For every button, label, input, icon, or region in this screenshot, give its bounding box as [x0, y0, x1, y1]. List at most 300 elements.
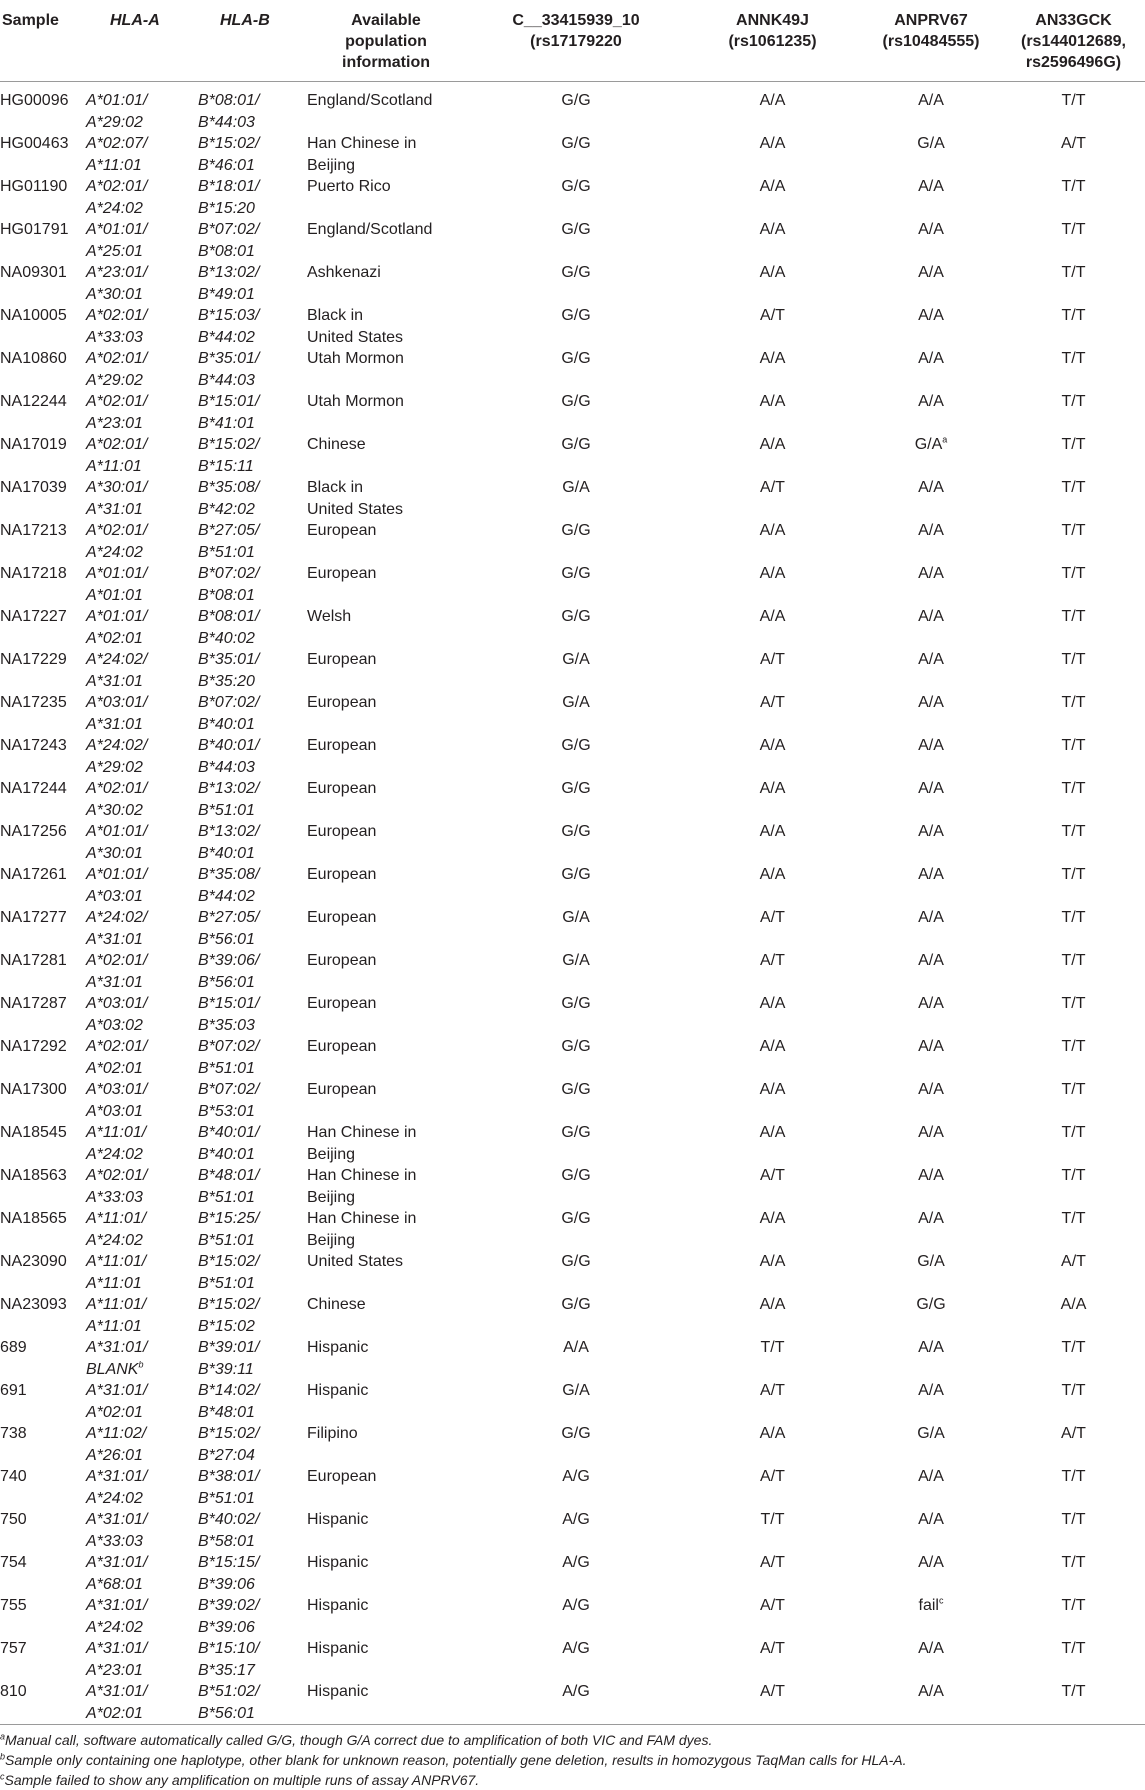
- population-line: European: [307, 694, 377, 711]
- hla-a-allele: A*24:02/: [86, 737, 148, 754]
- hla-a-allele: A*30:01/: [86, 479, 148, 496]
- hla-a-cell: [86, 1337, 198, 1380]
- genotype-anprv67-value: A/A: [918, 178, 944, 195]
- genotype-anprv67-value: A/A: [918, 694, 944, 711]
- population-line: England/Scotland: [307, 92, 433, 109]
- genotype-c33415939-cell: G/G: [561, 1425, 591, 1442]
- hla-a-allele-value: A*31:01: [86, 500, 143, 518]
- genotype-anprv67-value: A/A: [918, 780, 944, 797]
- population-line: European: [307, 995, 377, 1012]
- footnote: [0, 1770, 1145, 1790]
- hla-a-allele: A*24:02/: [86, 909, 148, 926]
- table-row: [0, 864, 1145, 907]
- hla-a-cell: [86, 1681, 198, 1724]
- genotype-c33415939-cell: G/G: [561, 522, 591, 539]
- genotype-an33gck-cell: T/T: [1061, 393, 1086, 410]
- genotype-c33415939-cell: G/G: [561, 1124, 591, 1141]
- genotype-anprv67-value: A/A: [918, 479, 944, 496]
- table-row: [0, 520, 1145, 563]
- hla-b-allele: B*08:01/: [198, 608, 260, 625]
- hla-b-allele: B*27:05/: [198, 909, 260, 926]
- genotype-annk49j-cell: A/T: [760, 1382, 785, 1399]
- population-cell: [305, 176, 467, 219]
- genotype-anprv67-cell: [860, 219, 1002, 262]
- hla-a-cell: [86, 1294, 198, 1337]
- hla-b-allele: B*15:11: [198, 457, 254, 475]
- population-cell: [305, 907, 467, 950]
- hla-a-allele: [86, 456, 196, 478]
- sample-id-cell: NA17261: [0, 866, 67, 883]
- sample-id-cell: NA12244: [0, 393, 67, 410]
- hla-b-allele: B*35:01/: [198, 350, 260, 367]
- hla-a-allele: A*02:01/: [86, 952, 148, 969]
- genotype-anprv67-value: A/A: [918, 565, 944, 582]
- hla-b-allele: B*39:11: [198, 1360, 254, 1378]
- hla-a-allele: [86, 1445, 196, 1467]
- hla-b-allele: B*39:01/: [198, 1339, 260, 1356]
- header-population-line: population: [345, 33, 427, 50]
- footnote: [0, 1730, 1145, 1750]
- hla-b-allele: B*58:01: [198, 1532, 255, 1550]
- header-population-line: Available: [351, 12, 421, 29]
- genotype-an33gck-cell: T/T: [1061, 1382, 1086, 1399]
- genotype-an33gck-cell: T/T: [1061, 866, 1086, 883]
- hla-a-allele-value: A*03:01: [86, 1102, 143, 1120]
- footnote-marker: a: [942, 434, 948, 445]
- hla-a-allele-value: A*03:02: [86, 1016, 143, 1034]
- hla-a-allele: [86, 241, 196, 263]
- hla-a-allele: [86, 1574, 196, 1596]
- genotype-an33gck-cell: T/T: [1061, 350, 1086, 367]
- genotype-annk49j-cell: A/T: [760, 1683, 785, 1700]
- genotype-annk49j-cell: T/T: [760, 1339, 785, 1356]
- genotype-anprv67-value: A/A: [918, 1640, 944, 1657]
- hla-a-allele: [86, 1359, 196, 1381]
- population-line: European: [307, 1081, 377, 1098]
- sample-id-cell: HG01791: [0, 221, 69, 238]
- sample-id-cell: NA23090: [0, 1253, 67, 1270]
- hla-a-allele: [86, 327, 196, 349]
- genotype-anprv67-value: A/A: [918, 1468, 944, 1485]
- genotype-anprv67-cell: [860, 864, 1002, 907]
- footnote-marker: c: [938, 1595, 944, 1606]
- sample-id-cell: NA17244: [0, 780, 67, 797]
- sample-id-cell: NA17277: [0, 909, 67, 926]
- genotype-anprv67-cell: [860, 778, 1002, 821]
- hla-a-allele-value: A*30:01: [86, 844, 143, 862]
- hla-a-cell: [86, 219, 198, 262]
- sample-id-cell: 810: [0, 1683, 27, 1700]
- hla-b-allele: B*39:06: [198, 1575, 255, 1593]
- hla-a-cell: [86, 1380, 198, 1423]
- population-cell: [305, 477, 467, 520]
- population-line: Black in: [307, 307, 364, 324]
- genotype-annk49j-cell: A/T: [760, 1640, 785, 1657]
- population-cell: [305, 1036, 467, 1079]
- genotype-anprv67-cell: [860, 1337, 1002, 1380]
- hla-b-allele: B*07:02/: [198, 565, 260, 582]
- genotype-c33415939-cell: G/G: [561, 393, 591, 410]
- hla-a-allele: A*31:01/: [86, 1554, 148, 1571]
- hla-b-allele: B*56:01: [198, 973, 255, 991]
- header-hla-a: HLA-A: [86, 0, 198, 82]
- genotype-annk49j-cell: A/T: [760, 307, 785, 324]
- hla-b-cell: [198, 1595, 305, 1638]
- table-row: [0, 305, 1145, 348]
- sample-id-cell: NA17229: [0, 651, 67, 668]
- hla-a-allele: [86, 628, 196, 650]
- sample-id-cell: 740: [0, 1468, 27, 1485]
- hla-b-allele: B*35:01/: [198, 651, 260, 668]
- hla-a-cell: [86, 778, 198, 821]
- genotype-anprv67-cell: [860, 477, 1002, 520]
- hla-b-allele: B*35:08/: [198, 479, 260, 496]
- hla-a-allele: [86, 1617, 196, 1639]
- hla-a-allele: [86, 800, 196, 822]
- genotype-c33415939-cell: A/G: [562, 1554, 590, 1571]
- hla-a-allele-value: A*24:02: [86, 1489, 143, 1507]
- genotype-anprv67-value: G/A: [914, 436, 943, 453]
- hla-a-cell: [86, 176, 198, 219]
- hla-b-allele: B*51:01: [198, 1274, 255, 1292]
- hla-a-allele: A*31:01/: [86, 1339, 148, 1356]
- hla-a-cell: [86, 391, 198, 434]
- population-cell: [305, 1337, 467, 1380]
- population-line: Beijing: [307, 1145, 356, 1163]
- genotype-annk49j-cell: A/A: [759, 178, 786, 195]
- table-header: [0, 0, 1145, 82]
- hla-a-allele: [86, 1316, 196, 1338]
- genotype-an33gck-cell: T/T: [1061, 1554, 1086, 1571]
- hla-a-allele-value: A*33:03: [86, 328, 143, 346]
- genotype-an33gck-cell: T/T: [1061, 1167, 1086, 1184]
- table-row: [0, 950, 1145, 993]
- genotype-c33415939-cell: G/G: [561, 780, 591, 797]
- population-cell: [305, 1423, 467, 1466]
- table-row: [0, 993, 1145, 1036]
- sample-id-cell: 757: [0, 1640, 27, 1657]
- genotype-anprv67-value: A/A: [918, 307, 944, 324]
- hla-b-cell: [198, 1681, 305, 1724]
- genotype-annk49j-cell: A/A: [759, 823, 786, 840]
- hla-a-cell: [86, 434, 198, 477]
- hla-b-allele: B*08:01: [198, 242, 255, 260]
- hla-b-allele: B*53:01: [198, 1102, 255, 1120]
- population-cell: [305, 563, 467, 606]
- hla-b-cell: [198, 864, 305, 907]
- hla-b-allele: B*51:01: [198, 543, 255, 561]
- genotype-annk49j-cell: A/A: [759, 1210, 786, 1227]
- genotype-annk49j-cell: A/A: [759, 608, 786, 625]
- genotype-annk49j-cell: A/A: [759, 1124, 786, 1141]
- hla-b-cell: [198, 1638, 305, 1681]
- genotype-c33415939-cell: G/A: [562, 651, 590, 668]
- hla-b-allele: B*15:02/: [198, 135, 260, 152]
- population-line: Chinese: [307, 1296, 366, 1313]
- sample-id-cell: NA17256: [0, 823, 67, 840]
- table-row: [0, 348, 1145, 391]
- hla-a-allele-value: A*11:01: [86, 1274, 142, 1292]
- hla-a-allele: [86, 671, 196, 693]
- hla-b-allele: B*15:02/: [198, 1253, 260, 1270]
- hla-b-cell: [198, 692, 305, 735]
- sample-id-cell: NA17300: [0, 1081, 67, 1098]
- population-line: European: [307, 565, 377, 582]
- population-cell: [305, 950, 467, 993]
- hla-a-allele-value: A*30:01: [86, 285, 143, 303]
- genotype-anprv67-value: G/G: [916, 1296, 946, 1313]
- genotype-c33415939-cell: A/G: [562, 1511, 590, 1528]
- hla-a-allele-value: A*24:02: [86, 1231, 143, 1249]
- population-line: Hispanic: [307, 1640, 369, 1657]
- genotype-an33gck-cell: T/T: [1061, 1597, 1086, 1614]
- genotype-an33gck-cell: T/T: [1061, 1124, 1086, 1141]
- table-row: [0, 1638, 1145, 1681]
- hla-a-allele: A*01:01/: [86, 565, 148, 582]
- genotype-c33415939-cell: G/G: [561, 995, 591, 1012]
- genotype-anprv67-value: G/A: [917, 1425, 945, 1442]
- population-cell: [305, 305, 467, 348]
- hla-a-allele: [86, 757, 196, 779]
- header-population-line: information: [342, 54, 430, 71]
- table-row: [0, 735, 1145, 778]
- population-cell: [305, 1595, 467, 1638]
- sample-id-cell: NA17213: [0, 522, 67, 539]
- sample-id-cell: NA09301: [0, 264, 67, 281]
- genotype-annk49j-cell: A/T: [760, 952, 785, 969]
- genotype-c33415939-cell: G/A: [562, 909, 590, 926]
- genotype-anprv67-value: A/A: [918, 1210, 944, 1227]
- population-cell: [305, 1294, 467, 1337]
- genotype-anprv67-cell: [860, 348, 1002, 391]
- sample-id-cell: NA17287: [0, 995, 67, 1012]
- population-line: Hispanic: [307, 1511, 369, 1528]
- hla-a-allele: [86, 370, 196, 392]
- hla-a-allele: A*24:02/: [86, 651, 148, 668]
- hla-b-allele: B*15:10/: [198, 1640, 260, 1657]
- footnote: [0, 1750, 1145, 1770]
- hla-b-cell: [198, 1294, 305, 1337]
- hla-b-allele: B*35:20: [198, 672, 255, 690]
- hla-b-allele: B*07:02/: [198, 221, 260, 238]
- population-cell: [305, 993, 467, 1036]
- hla-b-allele: B*27:05/: [198, 522, 260, 539]
- hla-b-allele: B*51:01: [198, 1059, 255, 1077]
- hla-a-cell: [86, 1509, 198, 1552]
- hla-a-allele: A*31:01/: [86, 1382, 148, 1399]
- hla-b-allele: B*15:02/: [198, 436, 260, 453]
- genotype-anprv67-value: G/A: [917, 1253, 945, 1270]
- hla-b-allele: B*07:02/: [198, 694, 260, 711]
- table-row: [0, 692, 1145, 735]
- sample-id-cell: NA18545: [0, 1124, 67, 1141]
- population-line: European: [307, 522, 377, 539]
- hla-b-cell: [198, 391, 305, 434]
- population-line: Ashkenazi: [307, 264, 381, 281]
- hla-b-allele: B*14:02/: [198, 1382, 260, 1399]
- sample-id-cell: NA17218: [0, 565, 67, 582]
- table-row: [0, 1036, 1145, 1079]
- genotype-annk49j-cell: A/A: [759, 780, 786, 797]
- hla-a-cell: [86, 1638, 198, 1681]
- genotype-anprv67-cell: [860, 1552, 1002, 1595]
- table-row: [0, 219, 1145, 262]
- genotype-an33gck-cell: T/T: [1061, 479, 1086, 496]
- genotype-anprv67-cell: [860, 735, 1002, 778]
- genotype-annk49j-cell: A/T: [760, 1468, 785, 1485]
- population-cell: [305, 82, 467, 134]
- hla-a-cell: [86, 821, 198, 864]
- genotype-anprv67-cell: [860, 520, 1002, 563]
- genotype-anprv67-cell: [860, 821, 1002, 864]
- sample-id-cell: NA17235: [0, 694, 67, 711]
- sample-id-cell: 754: [0, 1554, 27, 1571]
- genotype-anprv67-cell: [860, 391, 1002, 434]
- genotype-c33415939-cell: G/G: [561, 1038, 591, 1055]
- genotype-an33gck-cell: T/T: [1061, 909, 1086, 926]
- hla-b-allele: B*15:02: [198, 1317, 255, 1335]
- hla-b-allele: B*40:01: [198, 715, 255, 733]
- population-line: Beijing: [307, 156, 356, 174]
- population-cell: [305, 133, 467, 176]
- table-row: [0, 1208, 1145, 1251]
- population-line: Beijing: [307, 1231, 356, 1249]
- hla-b-cell: [198, 735, 305, 778]
- hla-a-cell: [86, 520, 198, 563]
- header-c33415939-line: C__33415939_10: [512, 12, 640, 29]
- header-anprv67-line: ANPRV67: [894, 12, 968, 29]
- genotype-c33415939-cell: G/G: [561, 1253, 591, 1270]
- population-cell: [305, 1208, 467, 1251]
- genotype-anprv67-cell: [860, 1509, 1002, 1552]
- hla-a-allele: [86, 1531, 196, 1553]
- hla-a-allele: A*01:01/: [86, 866, 148, 883]
- table-row: [0, 1294, 1145, 1337]
- hla-a-cell: [86, 348, 198, 391]
- hla-a-allele: A*31:01/: [86, 1468, 148, 1485]
- hla-b-allele: B*42:02: [198, 500, 255, 518]
- hla-a-allele: [86, 1488, 196, 1510]
- genotype-anprv67-cell: [860, 1294, 1002, 1337]
- hla-a-allele: [86, 1015, 196, 1037]
- population-line: European: [307, 823, 377, 840]
- genotype-an33gck-cell: T/T: [1061, 1081, 1086, 1098]
- hla-a-allele-value: A*29:02: [86, 371, 143, 389]
- hla-a-allele-value: A*31:01: [86, 672, 143, 690]
- footnote-marker: c: [0, 1771, 5, 1782]
- hla-b-cell: [198, 1337, 305, 1380]
- hla-a-allele: A*11:01/: [86, 1253, 147, 1270]
- genotype-anprv67-value: fail: [918, 1597, 939, 1614]
- genotype-anprv67-value: A/A: [918, 1038, 944, 1055]
- hla-b-allele: B*15:02/: [198, 1425, 260, 1442]
- hla-a-cell: [86, 305, 198, 348]
- hla-b-allele: B*39:06: [198, 1618, 255, 1636]
- hla-b-allele: B*15:03/: [198, 307, 260, 324]
- genotype-an33gck-cell: T/T: [1061, 780, 1086, 797]
- hla-b-cell: [198, 520, 305, 563]
- hla-a-allele: [86, 972, 196, 994]
- hla-b-allele: B*51:02/: [198, 1683, 260, 1700]
- genotype-c33415939-cell: G/G: [561, 1210, 591, 1227]
- hla-b-cell: [198, 907, 305, 950]
- hla-a-allele-value: A*23:01: [86, 414, 143, 432]
- hla-a-cell: [86, 950, 198, 993]
- genotype-annk49j-cell: A/A: [759, 264, 786, 281]
- genotype-anprv67-cell: [860, 305, 1002, 348]
- genotype-c33415939-cell: G/A: [562, 479, 590, 496]
- hla-a-cell: [86, 262, 198, 305]
- hla-a-allele: A*31:01/: [86, 1640, 148, 1657]
- genotype-anprv67-cell: [860, 133, 1002, 176]
- population-cell: [305, 1079, 467, 1122]
- genotype-an33gck-cell: T/T: [1061, 436, 1086, 453]
- genotype-an33gck-cell: T/T: [1061, 1640, 1086, 1657]
- hla-a-allele: A*02:01/: [86, 522, 148, 539]
- genotype-anprv67-value: A/A: [918, 1683, 944, 1700]
- genotype-c33415939-cell: G/G: [561, 1296, 591, 1313]
- table-row: [0, 391, 1145, 434]
- hla-b-allele: B*15:02/: [198, 1296, 260, 1313]
- genotype-anprv67-cell: [860, 1036, 1002, 1079]
- genotype-anprv67-cell: [860, 1466, 1002, 1509]
- population-line: Hispanic: [307, 1554, 369, 1571]
- genotype-anprv67-value: A/A: [918, 350, 944, 367]
- hla-b-cell: [198, 82, 305, 134]
- genotype-anprv67-cell: [860, 1208, 1002, 1251]
- hla-b-allele: B*08:01/: [198, 92, 260, 109]
- population-line: Puerto Rico: [307, 178, 391, 195]
- genotype-anprv67-cell: [860, 563, 1002, 606]
- hla-b-allele: B*39:06/: [198, 952, 260, 969]
- genotype-annk49j-cell: A/A: [759, 436, 786, 453]
- population-cell: [305, 348, 467, 391]
- sample-id-cell: HG01190: [0, 178, 68, 195]
- population-cell: [305, 1380, 467, 1423]
- population-cell: [305, 735, 467, 778]
- header-c33415939: [467, 0, 685, 82]
- hla-b-allele: B*39:02/: [198, 1597, 260, 1614]
- hla-b-allele: B*51:01: [198, 1231, 255, 1249]
- hla-b-cell: [198, 1552, 305, 1595]
- header-an33gck-line: AN33GCK: [1035, 12, 1112, 29]
- hla-b-allele: B*15:01/: [198, 995, 260, 1012]
- genotype-an33gck-cell: A/T: [1061, 1425, 1086, 1442]
- table-row: [0, 262, 1145, 305]
- hla-a-cell: [86, 1466, 198, 1509]
- genotype-an33gck-cell: T/T: [1061, 1511, 1086, 1528]
- hla-a-allele: A*03:01/: [86, 1081, 148, 1098]
- genotype-annk49j-cell: A/T: [760, 694, 785, 711]
- genotype-an33gck-cell: T/T: [1061, 565, 1086, 582]
- population-line: European: [307, 1468, 377, 1485]
- genotype-annk49j-cell: A/T: [760, 909, 785, 926]
- hla-b-allele: B*13:02/: [198, 823, 260, 840]
- hla-a-allele: [86, 499, 196, 521]
- hla-a-allele: [86, 112, 196, 134]
- table-row: [0, 176, 1145, 219]
- genotype-an33gck-cell: T/T: [1061, 608, 1086, 625]
- header-an33gck-line: rs2596496G): [1025, 54, 1122, 71]
- population-cell: [305, 606, 467, 649]
- genotype-anprv67-value: A/A: [918, 823, 944, 840]
- genotype-anprv67-cell: [860, 176, 1002, 219]
- population-line: European: [307, 780, 377, 797]
- table-row: [0, 821, 1145, 864]
- population-cell: [305, 262, 467, 305]
- genotype-anprv67-cell: [860, 606, 1002, 649]
- hla-a-cell: [86, 1423, 198, 1466]
